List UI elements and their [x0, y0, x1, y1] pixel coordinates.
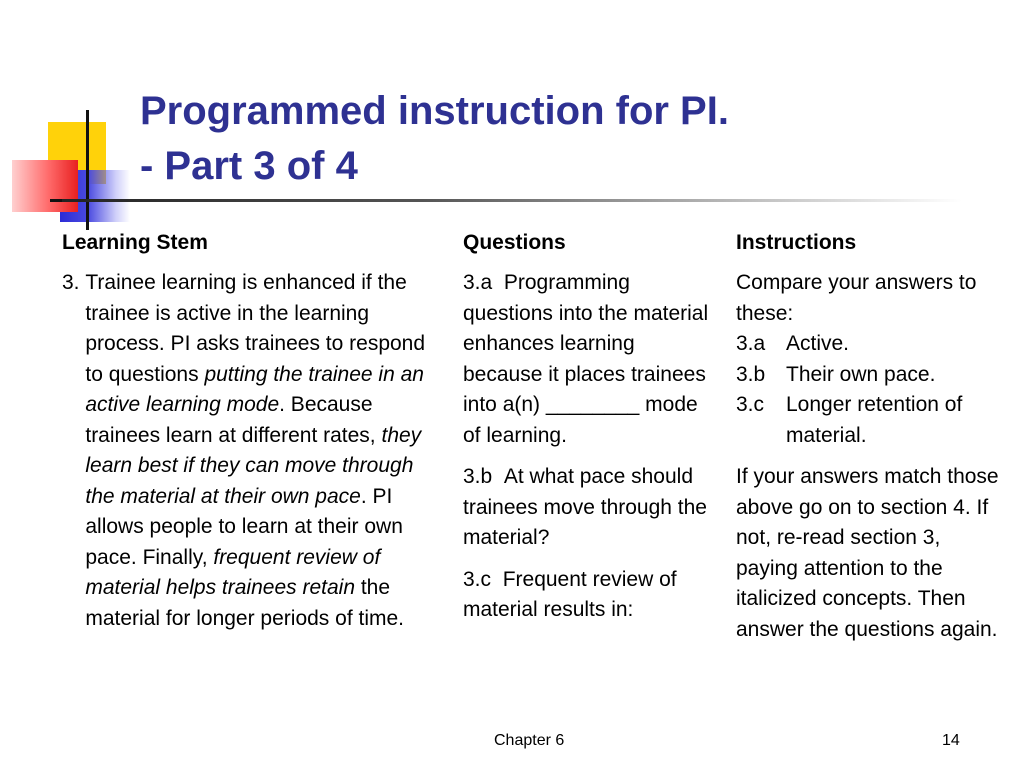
- answer-item: [736, 390, 1004, 451]
- answer-number: 3.a: [736, 332, 766, 355]
- footer-chapter: Chapter 6: [494, 732, 565, 749]
- question-number: 3.b: [463, 465, 493, 488]
- questions-column: [463, 228, 718, 637]
- title-divider: [62, 199, 962, 202]
- answer-number: 3.b: [736, 362, 766, 386]
- answer-number: 3.c: [736, 393, 765, 416]
- stem-segment: . PI allows people to learn at their own pace. Finally,: [85, 484, 403, 569]
- instructions-header: Instructions: [736, 231, 857, 254]
- instructions-intro: Compare your answers to these:: [736, 271, 977, 325]
- logo-vertical-line: [86, 110, 89, 230]
- question-item: [463, 565, 718, 626]
- learning-stem-header: Learning Stem: [62, 231, 208, 254]
- stem-segment: Trainee learning is enhanced if the trainee is active in the learning process. PI asks trainees to respond to questions: [85, 271, 426, 386]
- learning-stem-column: [62, 228, 447, 634]
- answer-text: Longer retention of material.: [786, 393, 963, 447]
- questions-header: Questions: [463, 231, 566, 254]
- stem-segment-italic: they learn best if they can move through the material at their own pace: [85, 423, 422, 508]
- answer-text: Their own pace.: [786, 362, 936, 386]
- stem-segment-italic: frequent review of material helps trainees retain: [85, 545, 381, 599]
- learning-stem-item: [62, 268, 447, 634]
- answer-text: Active.: [786, 332, 850, 355]
- question-item: [463, 462, 718, 554]
- stem-segment: the material for longer periods of time.: [85, 576, 404, 630]
- stem-segment-italic: putting the trainee in an active learning mode: [85, 362, 424, 416]
- question-number: 3.c: [463, 567, 492, 591]
- answer-item: [736, 329, 1004, 360]
- question-number: 3.a: [463, 271, 493, 294]
- question-text: Programming questions into the material enhances learning because it places trainees into a(n) ________ mode of learning.: [463, 271, 709, 447]
- slide-title-line2: - Part 3 of 4: [140, 144, 358, 188]
- learning-stem-number: 3.: [62, 271, 80, 294]
- question-text: Frequent review of material results in:: [463, 567, 677, 621]
- question-item: [463, 268, 718, 451]
- slide-title-line1: Programmed instruction for PI.: [140, 89, 729, 133]
- footer-page-number: 14: [942, 732, 960, 749]
- slide-title: [140, 84, 729, 194]
- answer-item: [736, 360, 1004, 391]
- learning-stem-text: [85, 268, 447, 634]
- instructions-followup: If your answers match those above go on to section 4. If not, re-read section 3, paying attention to the italicized concepts. Then answer the questions again.: [736, 465, 999, 641]
- logo-red-square: [12, 160, 78, 212]
- question-text: At what pace should trainees move through the material?: [463, 465, 707, 549]
- stem-segment: . Because trainees learn at different rates,: [85, 393, 382, 447]
- instructions-column: [736, 228, 1004, 645]
- slide-logo-decoration: [0, 100, 140, 230]
